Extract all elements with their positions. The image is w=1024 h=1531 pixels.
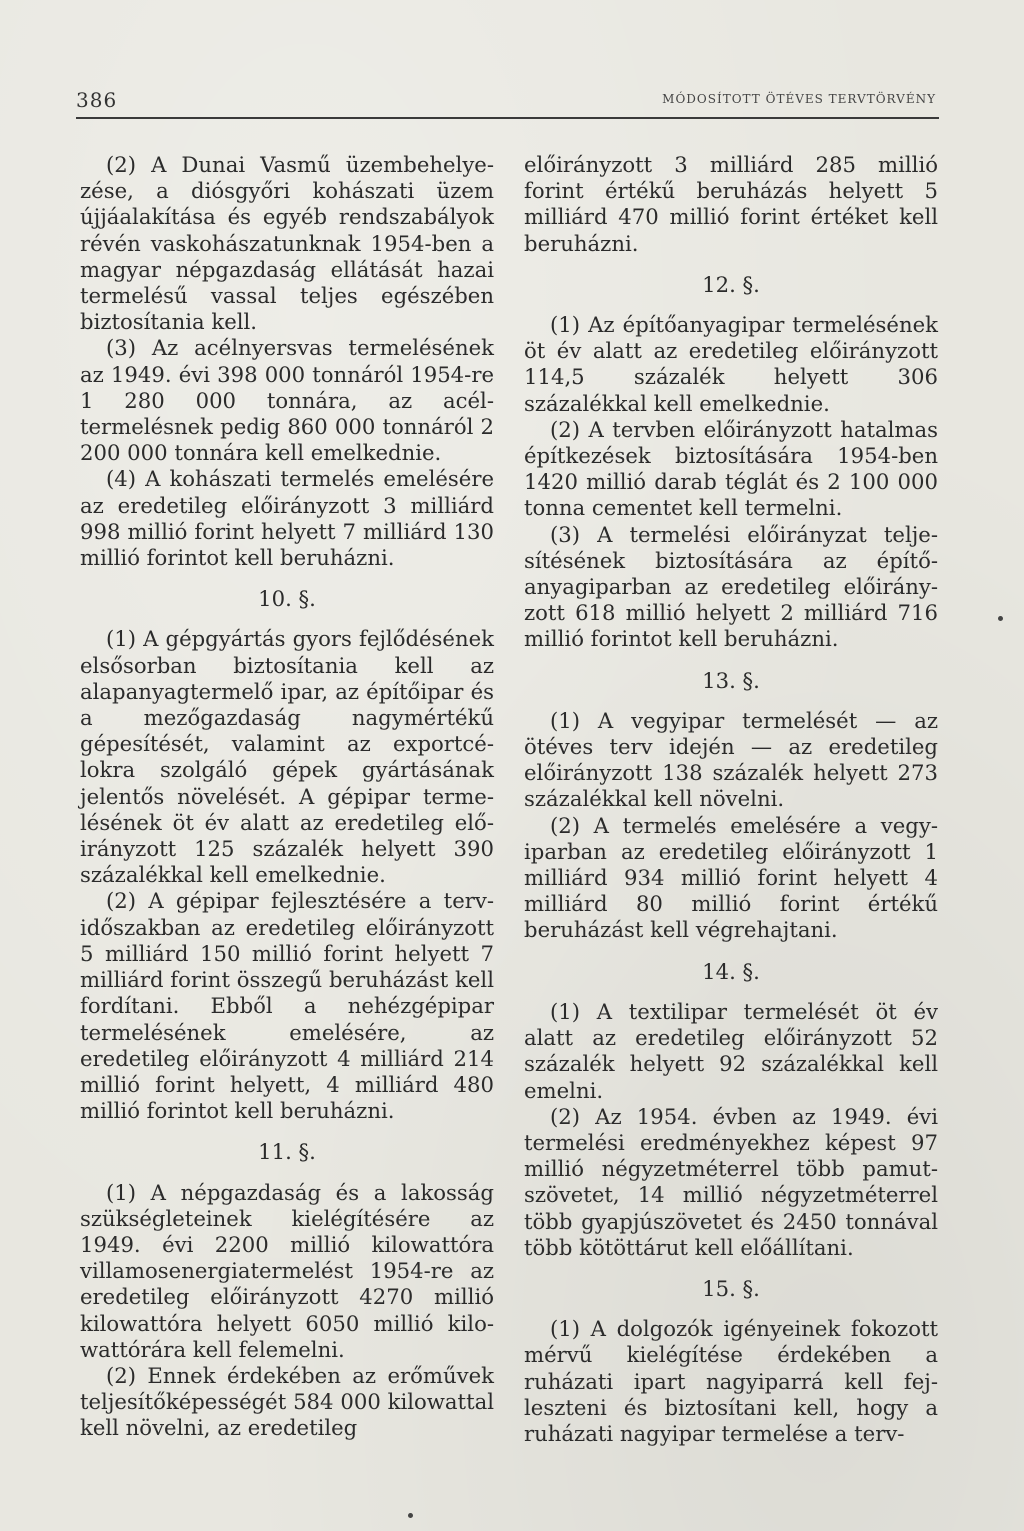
paragraph-continued: előirányzott 3 milliárd 285 millió forint értékű beruházás helyett 5 milliárd 470 millió forint értéket kell beruházni. (524, 152, 938, 256)
paragraph: (1) A vegyipar termelését — az ötéves terv idején — az eredetileg előirányzott 138 százalék helyett 273 százalékkal kell növelni. (524, 707, 938, 812)
section-heading-12: 12. §. (702, 271, 760, 297)
paragraph: (1) Az építőanyagipar termelésének öt év alatt az eredetileg előirányzott 114,5 százalék helyett 306 százalékkal kell emelkednie. (524, 312, 938, 416)
section-heading-11: 11. §. (258, 1139, 316, 1165)
section-heading-14: 14. §. (702, 958, 760, 984)
paragraph: (2) Ennek érdekében az erőművek teljesítőképességét 584 000 kilowattal kell növelni, az eredetileg (80, 1362, 494, 1441)
running-head: MÓDOSÍTOTT ÖTÉVES TERVTÖRVÉNY (662, 92, 936, 106)
paragraph: (1) A gépgyártás gyors fejlődésének elsősorban biztosítania kell az alapanyagtermelő ipar, az építőipar és a mezőgazdaság nagymértékű gépesítését, valamint az exportcélokra szolgáló gépek gyártásának jelentős növelését. A gépipar termelésének öt év alatt az eredetileg előirányzott 125 százalék helyett 390 százalékkal kell emelkednie. (80, 626, 494, 888)
paragraph: (2) A Dunai Vasmű üzembehelyezése, a diósgyőri kohászati üzem újjáalakítása és egyéb rendszabályok révén vaskohászatunknak 1954-ben a magyar népgazdaság ellátását hazai termelésű vassal teljes egészében biztosítania kell. (80, 152, 494, 335)
left-column (80, 152, 494, 1442)
paragraph: (2) A tervben előirányzott hatalmas építkezések biztosítására 1954-ben 1420 millió darab téglát és 2 100 000 tonna cementet kell termelni. (524, 416, 938, 521)
paragraph: (4) A kohászati termelés emelésére az eredetileg előirányzott 3 milliárd 998 millió forint helyett 7 milliárd 130 millió forintot kell beruházni. (80, 466, 494, 571)
paragraph: (1) A népgazdaság és a lakosság szükségleteinek kielégítésére az 1949. évi 2200 millió kilowattóra villamosenergiatermelést 1954-re az eredetileg előirányzott 4270 millió kilowattóra helyett 6050 millió kilowattórára kell felemelni. (80, 1179, 494, 1362)
paragraph: (1) A dolgozók igényeinek fokozott mérvű kielégítése érdekében a ruházati ipart nagyiparrá kell fejleszteni és biztosítani kell, hogy a ruházati nagyipar termelése a terv- (524, 1316, 938, 1446)
page-number: 386 (76, 88, 118, 112)
header-rule (76, 117, 939, 119)
section-heading-15: 15. §. (702, 1275, 760, 1301)
paragraph: (2) A termelés emelésére a vegyiparban az eredetileg előirányzott 1 milliárd 934 millió forint helyett 4 milliárd 80 millió forint értékű beruházást kell végrehajtani. (524, 812, 938, 943)
paragraph: (3) Az acélnyersvas termelésének az 1949. évi 398 000 tonnáról 1954-re 1 280 000 tonnára, az acéltermelésnek pedig 860 000 tonnáról 2 200 000 tonnára kell emelkednie. (80, 335, 494, 466)
page-header (76, 88, 936, 118)
section-heading-10: 10. §. (258, 586, 316, 612)
ink-speck (408, 1513, 413, 1518)
right-column (524, 152, 938, 1447)
paragraph: (2) A gépipar fejlesztésére a tervidőszakban az eredetileg előirányzott 5 milliárd 150 millió forint helyett 7 milliárd forint összegű beruházást kell fordítani. Ebből a nehézgépipar termelésének emelésére, az eredetileg előirányzott 4 milliárd 214 millió forint helyett, 4 milliárd 480 millió forintot kell beruházni. (80, 888, 494, 1124)
section-heading-13: 13. §. (702, 667, 760, 693)
paragraph: (3) A termelési előirányzat teljesítésének biztosítására az építőanyagiparban az eredetileg előirányzott 618 millió helyett 2 milliárd 716 millió forintot kell beruházni. (524, 521, 938, 652)
paragraph: (2) Az 1954. évben az 1949. évi termelési eredményekhez képest 97 millió négyzetméterrel több pamutszövetet, 14 millió négyzetméterrel több gyapjúszövetet és 2450 tonnával több kötöttárut kell előállítani. (524, 1103, 938, 1260)
paragraph: (1) A textilipar termelését öt év alatt az eredetileg előirányzott 52 százalék helyett 92 százalékkal kell emelni. (524, 998, 938, 1103)
ink-speck (998, 616, 1003, 621)
